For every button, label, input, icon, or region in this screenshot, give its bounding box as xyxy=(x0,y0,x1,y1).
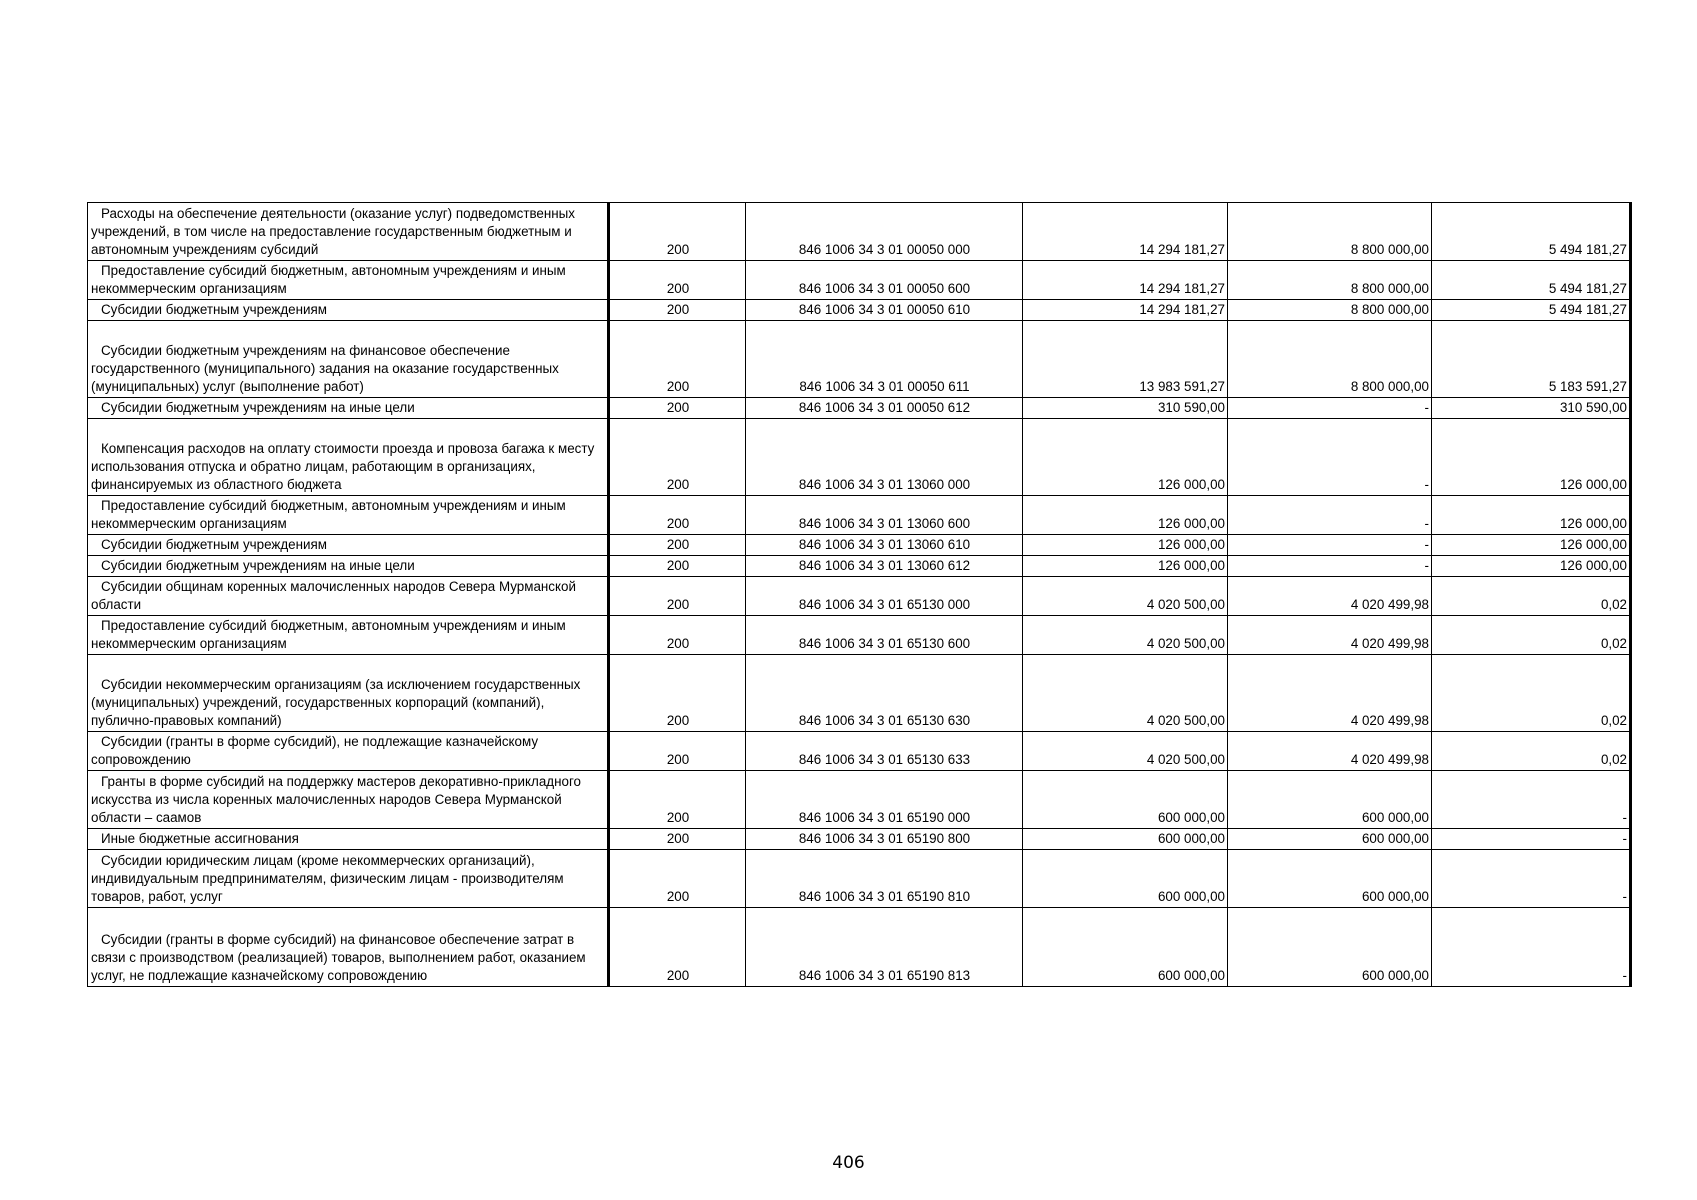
line-code-cell: 200 xyxy=(609,261,746,300)
table-body xyxy=(88,203,1631,987)
line-code-cell: 200 xyxy=(609,496,746,535)
classification-code-cell: 846 1006 34 3 01 00050 000 xyxy=(746,203,1023,261)
unexecuted-amount-cell: 0,02 xyxy=(1432,616,1631,655)
expense-name-cell: Расходы на обеспечение деятельности (оказание услуг) подведомственных учреждений, в том числе на предоставление государственным бюджетным и автономным учреждениям субсидий xyxy=(88,203,609,261)
approved-amount-cell: 600 000,00 xyxy=(1023,771,1228,829)
line-code-cell: 200 xyxy=(609,398,746,419)
unexecuted-amount-cell: - xyxy=(1432,850,1631,908)
approved-amount-cell: 4 020 500,00 xyxy=(1023,577,1228,616)
unexecuted-amount-cell: 0,02 xyxy=(1432,577,1631,616)
approved-amount-cell: 126 000,00 xyxy=(1023,556,1228,577)
executed-amount-cell: 4 020 499,98 xyxy=(1228,577,1432,616)
classification-code-cell: 846 1006 34 3 01 65130 600 xyxy=(746,616,1023,655)
table-row xyxy=(88,398,1631,419)
approved-amount-cell: 126 000,00 xyxy=(1023,419,1228,496)
unexecuted-amount-cell: 0,02 xyxy=(1432,655,1631,732)
classification-code-cell: 846 1006 34 3 01 00050 600 xyxy=(746,261,1023,300)
classification-code-cell: 846 1006 34 3 01 65190 810 xyxy=(746,850,1023,908)
unexecuted-amount-cell: 5 494 181,27 xyxy=(1432,300,1631,321)
classification-code-cell: 846 1006 34 3 01 13060 000 xyxy=(746,419,1023,496)
table-row xyxy=(88,261,1631,300)
expense-name-cell: Субсидии (гранты в форме субсидий) на финансовое обеспечение затрат в связи с производством (реализацией) товаров, выполнением работ, оказанием услуг, не подлежащие казначейскому сопровождению xyxy=(88,908,609,987)
approved-amount-cell: 4 020 500,00 xyxy=(1023,655,1228,732)
line-code-cell: 200 xyxy=(609,535,746,556)
executed-amount-cell: 8 800 000,00 xyxy=(1228,203,1432,261)
unexecuted-amount-cell: 126 000,00 xyxy=(1432,556,1631,577)
line-code-cell: 200 xyxy=(609,616,746,655)
line-code-cell: 200 xyxy=(609,850,746,908)
expense-name-cell: Субсидии бюджетным учреждениям на иные цели xyxy=(88,398,609,419)
classification-code-cell: 846 1006 34 3 01 65190 813 xyxy=(746,908,1023,987)
executed-amount-cell: 4 020 499,98 xyxy=(1228,732,1432,771)
table-row xyxy=(88,908,1631,987)
line-code-cell: 200 xyxy=(609,908,746,987)
table-row xyxy=(88,829,1631,850)
table-row xyxy=(88,535,1631,556)
expense-name-cell: Предоставление субсидий бюджетным, автономным учреждениям и иным некоммерческим организациям xyxy=(88,261,609,300)
expense-name-cell: Субсидии общинам коренных малочисленных народов Севера Мурманской области xyxy=(88,577,609,616)
executed-amount-cell: 600 000,00 xyxy=(1228,908,1432,987)
classification-code-cell: 846 1006 34 3 01 00050 610 xyxy=(746,300,1023,321)
expense-name-cell: Субсидии бюджетным учреждениям xyxy=(88,300,609,321)
unexecuted-amount-cell: 5 494 181,27 xyxy=(1432,261,1631,300)
executed-amount-cell: - xyxy=(1228,496,1432,535)
line-code-cell: 200 xyxy=(609,577,746,616)
approved-amount-cell: 600 000,00 xyxy=(1023,908,1228,987)
classification-code-cell: 846 1006 34 3 01 65190 800 xyxy=(746,829,1023,850)
line-code-cell: 200 xyxy=(609,771,746,829)
unexecuted-amount-cell: - xyxy=(1432,771,1631,829)
executed-amount-cell: 600 000,00 xyxy=(1228,829,1432,850)
executed-amount-cell: - xyxy=(1228,398,1432,419)
line-code-cell: 200 xyxy=(609,321,746,398)
expense-name-cell: Гранты в форме субсидий на поддержку мастеров декоративно-прикладного искусства из числа коренных малочисленных народов Севера Мурманской области – саамов xyxy=(88,771,609,829)
unexecuted-amount-cell: 5 494 181,27 xyxy=(1432,203,1631,261)
expense-name-cell: Субсидии бюджетным учреждениям на иные цели xyxy=(88,556,609,577)
expense-name-cell: Иные бюджетные ассигнования xyxy=(88,829,609,850)
table-row xyxy=(88,771,1631,829)
classification-code-cell: 846 1006 34 3 01 65130 630 xyxy=(746,655,1023,732)
unexecuted-amount-cell: 310 590,00 xyxy=(1432,398,1631,419)
expense-name-cell: Предоставление субсидий бюджетным, автономным учреждениям и иным некоммерческим организациям xyxy=(88,616,609,655)
executed-amount-cell: 8 800 000,00 xyxy=(1228,321,1432,398)
approved-amount-cell: 126 000,00 xyxy=(1023,535,1228,556)
expense-name-cell: Субсидии бюджетным учреждениям на финансовое обеспечение государственного (муниципального) задания на оказание государственных (муниципальных) услуг (выполнение работ) xyxy=(88,321,609,398)
classification-code-cell: 846 1006 34 3 01 65130 633 xyxy=(746,732,1023,771)
classification-code-cell: 846 1006 34 3 01 00050 611 xyxy=(746,321,1023,398)
executed-amount-cell: - xyxy=(1228,535,1432,556)
table-row xyxy=(88,321,1631,398)
line-code-cell: 200 xyxy=(609,556,746,577)
table-row xyxy=(88,496,1631,535)
expense-name-cell: Компенсация расходов на оплату стоимости проезда и провоза багажа к месту использования отпуска и обратно лицам, работающим в организациях, финансируемых из областного бюджета xyxy=(88,419,609,496)
line-code-cell: 200 xyxy=(609,300,746,321)
approved-amount-cell: 13 983 591,27 xyxy=(1023,321,1228,398)
approved-amount-cell: 600 000,00 xyxy=(1023,829,1228,850)
approved-amount-cell: 600 000,00 xyxy=(1023,850,1228,908)
classification-code-cell: 846 1006 34 3 01 00050 612 xyxy=(746,398,1023,419)
line-code-cell: 200 xyxy=(609,732,746,771)
unexecuted-amount-cell: 126 000,00 xyxy=(1432,496,1631,535)
line-code-cell: 200 xyxy=(609,203,746,261)
unexecuted-amount-cell: - xyxy=(1432,829,1631,850)
executed-amount-cell: - xyxy=(1228,556,1432,577)
table-row xyxy=(88,419,1631,496)
executed-amount-cell: - xyxy=(1228,419,1432,496)
executed-amount-cell: 600 000,00 xyxy=(1228,850,1432,908)
expense-name-cell: Субсидии бюджетным учреждениям xyxy=(88,535,609,556)
expense-name-cell: Субсидии (гранты в форме субсидий), не подлежащие казначейскому сопровождению xyxy=(88,732,609,771)
approved-amount-cell: 14 294 181,27 xyxy=(1023,261,1228,300)
executed-amount-cell: 4 020 499,98 xyxy=(1228,655,1432,732)
table-row xyxy=(88,300,1631,321)
classification-code-cell: 846 1006 34 3 01 65130 000 xyxy=(746,577,1023,616)
executed-amount-cell: 600 000,00 xyxy=(1228,771,1432,829)
table-row xyxy=(88,616,1631,655)
classification-code-cell: 846 1006 34 3 01 13060 612 xyxy=(746,556,1023,577)
table-row xyxy=(88,850,1631,908)
approved-amount-cell: 14 294 181,27 xyxy=(1023,203,1228,261)
approved-amount-cell: 4 020 500,00 xyxy=(1023,732,1228,771)
approved-amount-cell: 4 020 500,00 xyxy=(1023,616,1228,655)
unexecuted-amount-cell: 5 183 591,27 xyxy=(1432,321,1631,398)
line-code-cell: 200 xyxy=(609,829,746,850)
budget-execution-table xyxy=(87,202,1632,987)
table-row xyxy=(88,655,1631,732)
table-row xyxy=(88,577,1631,616)
classification-code-cell: 846 1006 34 3 01 13060 600 xyxy=(746,496,1023,535)
unexecuted-amount-cell: 126 000,00 xyxy=(1432,419,1631,496)
approved-amount-cell: 126 000,00 xyxy=(1023,496,1228,535)
executed-amount-cell: 4 020 499,98 xyxy=(1228,616,1432,655)
approved-amount-cell: 14 294 181,27 xyxy=(1023,300,1228,321)
expense-name-cell: Субсидии юридическим лицам (кроме некоммерческих организаций), индивидуальным предпринимателям, физическим лицам - производителям товаров, работ, услуг xyxy=(88,850,609,908)
unexecuted-amount-cell: - xyxy=(1432,908,1631,987)
table-row xyxy=(88,732,1631,771)
unexecuted-amount-cell: 0,02 xyxy=(1432,732,1631,771)
page-number: 406 xyxy=(832,1153,865,1173)
table-row xyxy=(88,556,1631,577)
table-row xyxy=(88,203,1631,261)
executed-amount-cell: 8 800 000,00 xyxy=(1228,261,1432,300)
expense-name-cell: Предоставление субсидий бюджетным, автономным учреждениям и иным некоммерческим организациям xyxy=(88,496,609,535)
unexecuted-amount-cell: 126 000,00 xyxy=(1432,535,1631,556)
line-code-cell: 200 xyxy=(609,655,746,732)
expense-name-cell: Субсидии некоммерческим организациям (за исключением государственных (муниципальных) учреждений, государственных корпораций (компаний), публично-правовых компаний) xyxy=(88,655,609,732)
approved-amount-cell: 310 590,00 xyxy=(1023,398,1228,419)
classification-code-cell: 846 1006 34 3 01 13060 610 xyxy=(746,535,1023,556)
classification-code-cell: 846 1006 34 3 01 65190 000 xyxy=(746,771,1023,829)
line-code-cell: 200 xyxy=(609,419,746,496)
executed-amount-cell: 8 800 000,00 xyxy=(1228,300,1432,321)
